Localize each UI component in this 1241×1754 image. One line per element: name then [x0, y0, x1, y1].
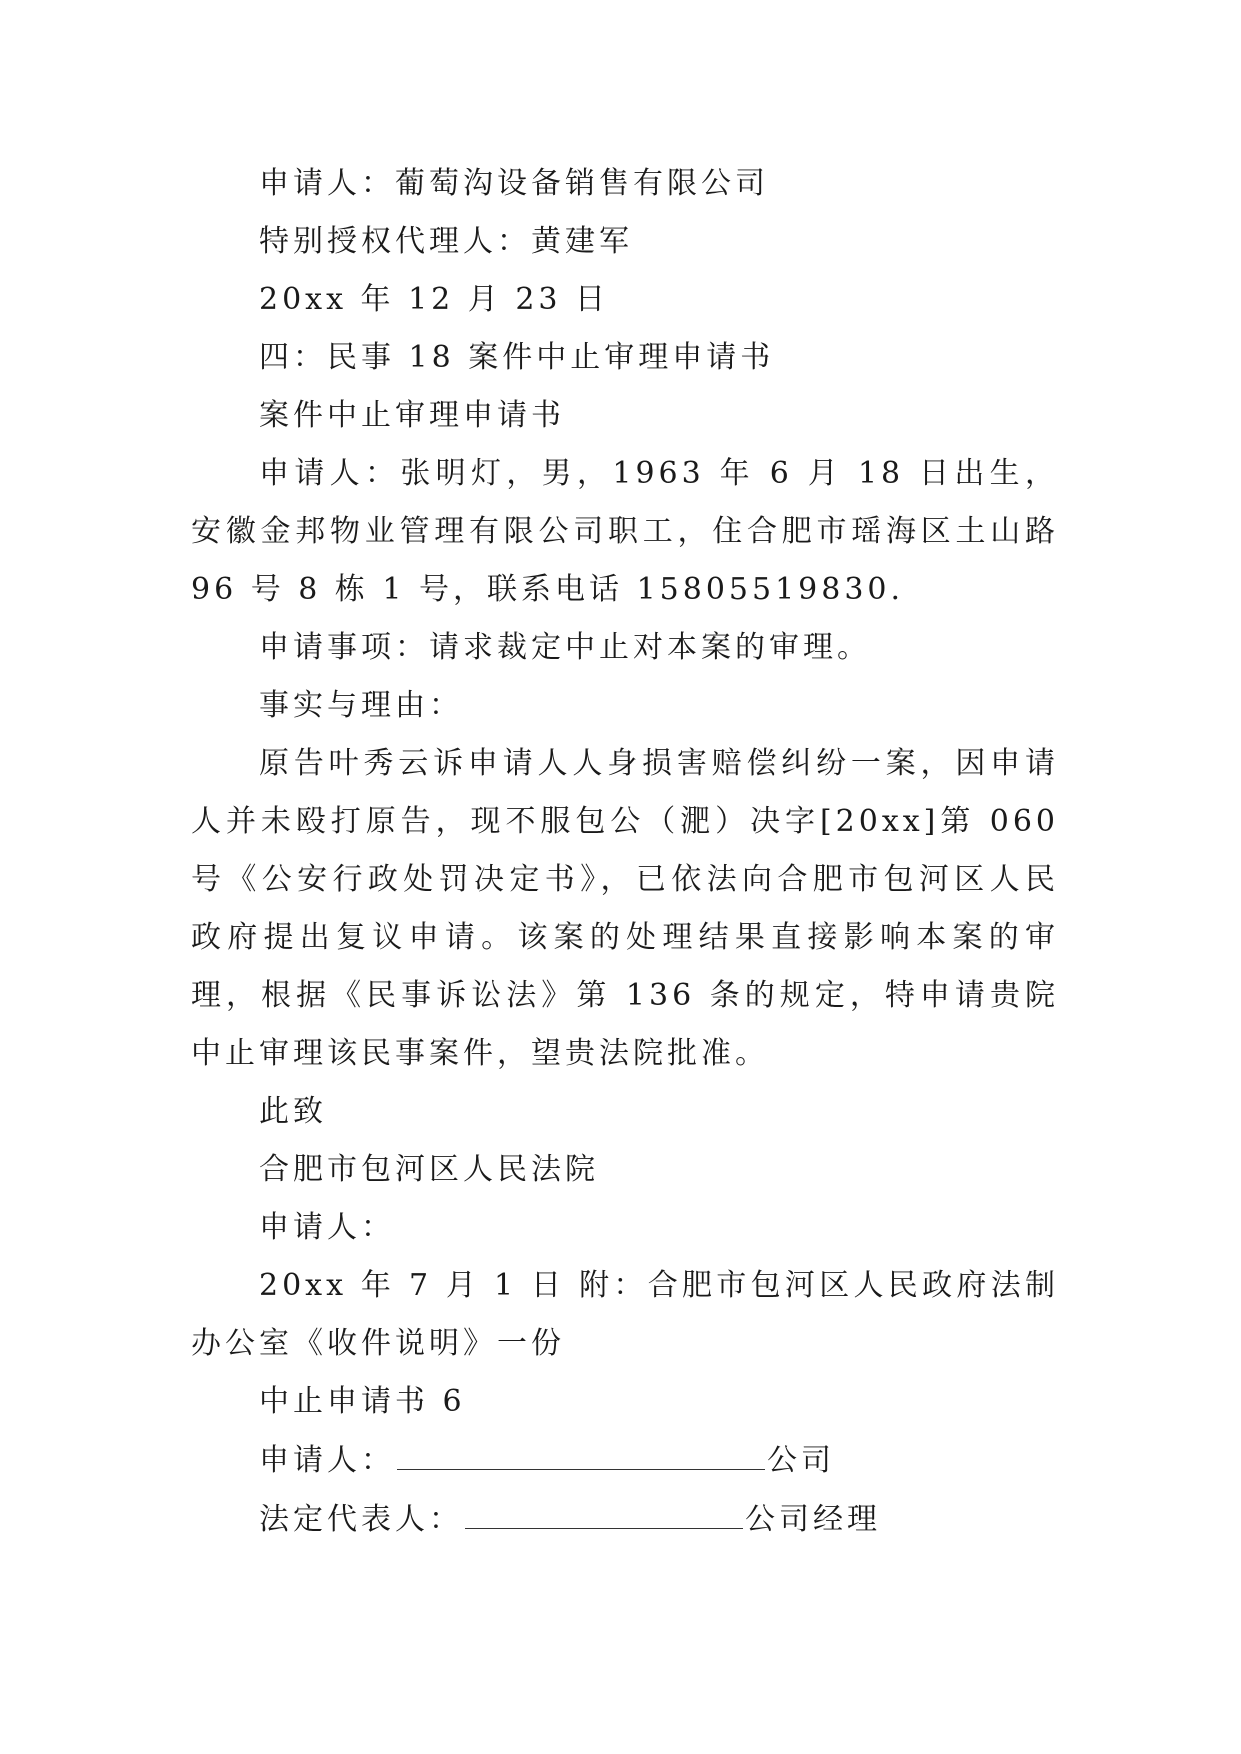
form-legal-rep-blank: [465, 1490, 743, 1529]
applicant-company-line: 申请人：葡萄沟设备销售有限公司: [259, 166, 769, 201]
form-applicant-label: 申请人：: [259, 1443, 395, 1478]
date-line: 20xx 年 12 月 23 日: [259, 282, 610, 317]
document-body: [191, 155, 1059, 1549]
form-applicant-line: [191, 1431, 1059, 1490]
form-legal-rep-label: 法定代表人：: [259, 1502, 463, 1537]
form-legal-rep-suffix: 公司经理: [745, 1502, 881, 1537]
facts-paragraph: 原告叶秀云诉申请人人身损害赔偿纠纷一案，因申请人并未殴打原告，现不服包公（淝）决字[20xx]第 060 号《公安行政处罚决定书》，已依法向合肥市包河区人民政府提出复议申请。该案的处理结果直接影响本案的审理，根据《民事诉讼法》第 136 条的规定，特申请贵院中止审理该民事案件，望贵法院批准。: [191, 746, 1059, 1071]
signature-applicant-line: 申请人：: [259, 1210, 395, 1245]
template-heading: 中止申请书 6: [259, 1384, 466, 1419]
form-applicant-suffix: 公司: [767, 1443, 835, 1478]
date-attachment-paragraph: 20xx 年 7 月 1 日 附：合肥市包河区人民政府法制办公室《收件说明》一份: [191, 1268, 1059, 1361]
document-title: 案件中止审理申请书: [259, 398, 565, 433]
agent-line: 特别授权代理人：黄建军: [259, 224, 633, 259]
court-name-line: 合肥市包河区人民法院: [259, 1152, 599, 1187]
salutation-line: 此致: [259, 1094, 327, 1129]
request-item-line: 申请事项：请求裁定中止对本案的审理。: [259, 630, 871, 665]
facts-heading: 事实与理由：: [259, 688, 463, 723]
form-applicant-blank: [397, 1431, 765, 1470]
applicant-info-paragraph: 申请人：张明灯，男，1963 年 6 月 18 日出生，安徽金邦物业管理有限公司职工，住合肥市瑶海区土山路 96 号 8 栋 1 号，联系电话 15805519830.: [191, 456, 1059, 607]
form-legal-rep-line: [191, 1490, 1059, 1549]
section-heading: 四：民事 18 案件中止审理申请书: [259, 340, 775, 375]
